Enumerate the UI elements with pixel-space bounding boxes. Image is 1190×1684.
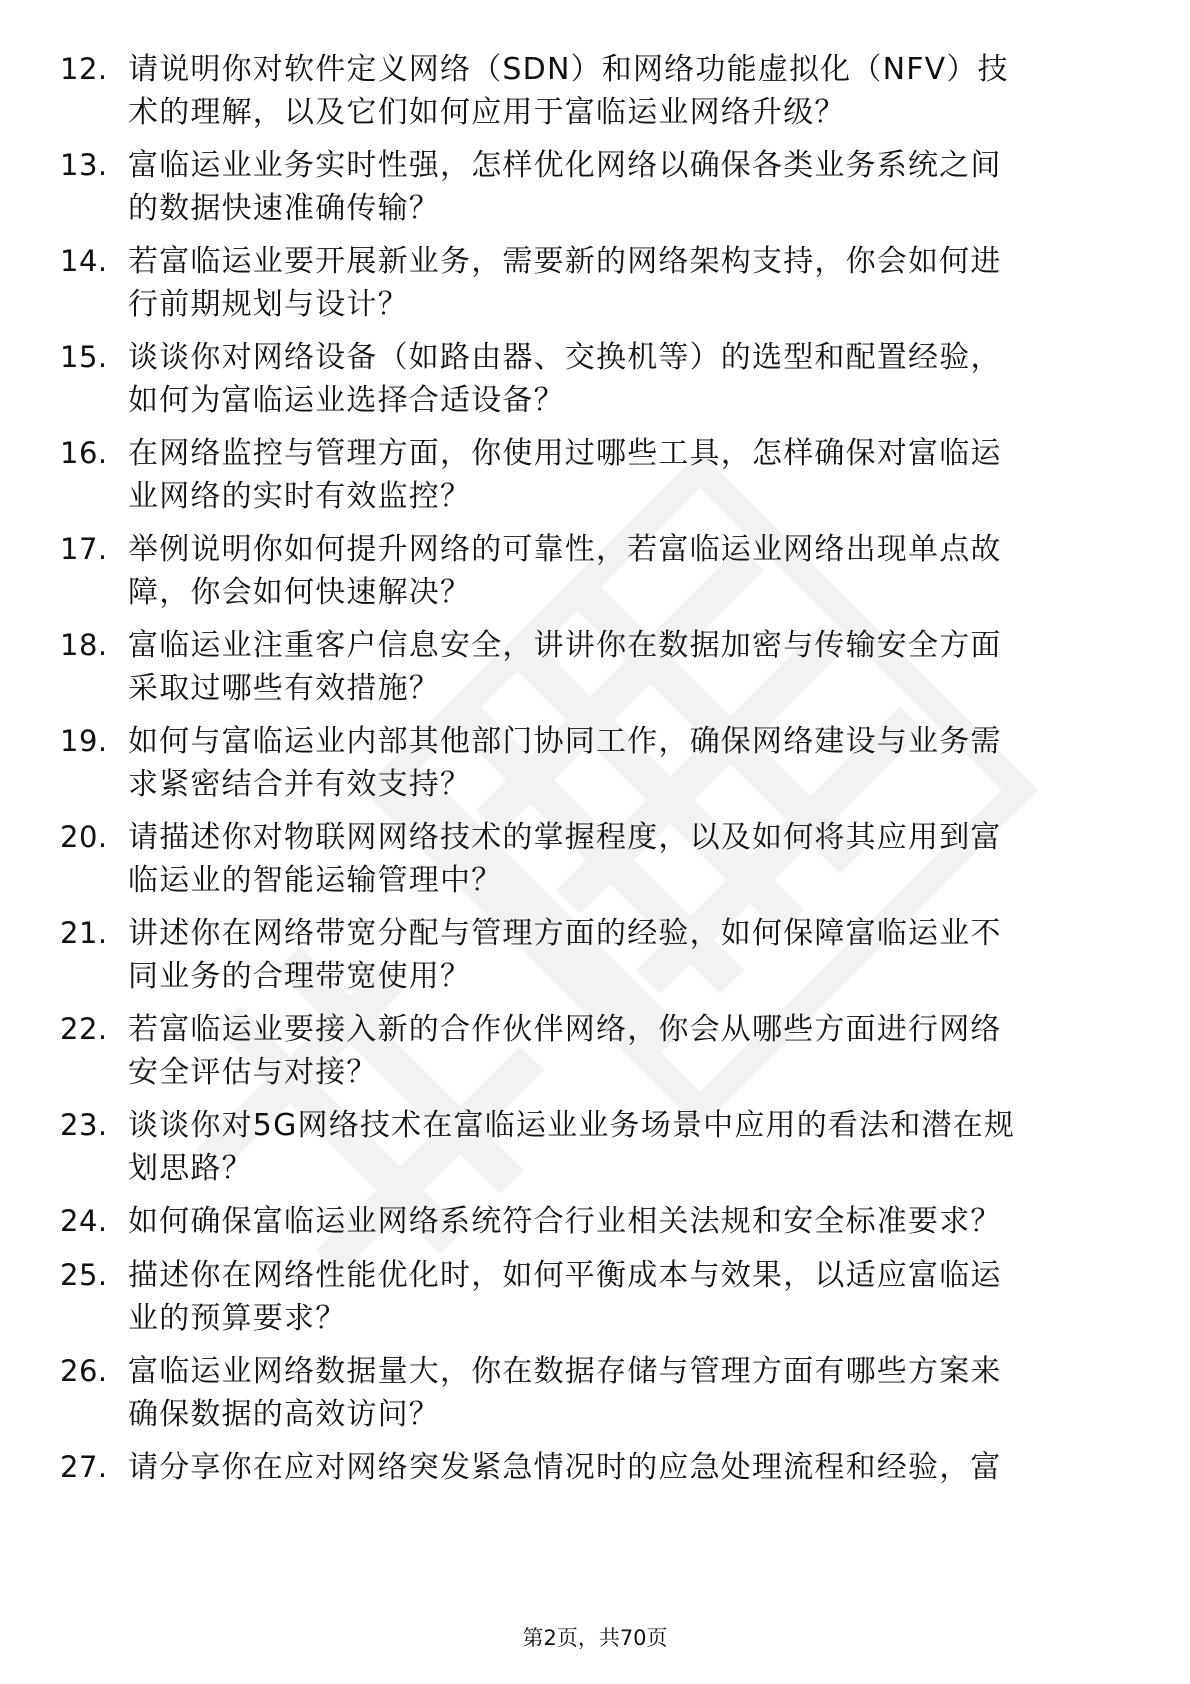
question-text-line: 举例说明你如何提升网络的可靠性，若富临运业网络出现单点故: [128, 532, 1002, 567]
question-text: [128, 240, 1138, 326]
question-text: [128, 912, 1138, 998]
question-number: 22.: [60, 1012, 108, 1046]
question-number: 13.: [60, 148, 108, 182]
question-text-line: 描述你在网络性能优化时，如何平衡成本与效果，以适应富临运: [128, 1258, 1002, 1293]
question-text: [128, 48, 1138, 134]
question-number: 24.: [60, 1204, 108, 1238]
question-number: 15.: [60, 340, 108, 374]
question-text-line: 请描述你对物联网网络技术的掌握程度，以及如何将其应用到富: [128, 820, 1002, 855]
question-text-line: 请分享你在应对网络突发紧急情况时的应急处理流程和经验，富: [128, 1450, 1002, 1485]
question-text-line: 业的预算要求？: [128, 1301, 347, 1336]
question-number: 18.: [60, 628, 108, 662]
question-text-line: 如何与富临运业内部其他部门协同工作，确保网络建设与业务需: [128, 724, 1002, 759]
question-text-line: 术的理解，以及它们如何应用于富临运业网络升级？: [128, 95, 846, 130]
question-text-line: 富临运业业务实时性强，怎样优化网络以确保各类业务系统之间: [128, 148, 1002, 183]
question-text-line: 若富临运业要开展新业务，需要新的网络架构支持，你会如何进: [128, 244, 1002, 279]
question-number: 23.: [60, 1108, 108, 1142]
question-text: [128, 816, 1138, 902]
question-text-line: 讲述你在网络带宽分配与管理方面的经验，如何保障富临运业不: [128, 916, 1002, 951]
question-text-line: 确保数据的高效访问？: [128, 1397, 440, 1432]
question-text: [128, 1254, 1138, 1340]
question-text: [128, 432, 1138, 518]
question-number: 12.: [60, 52, 108, 86]
question-text-line: 在网络监控与管理方面，你使用过哪些工具，怎样确保对富临运: [128, 436, 1002, 471]
question-number: 17.: [60, 532, 108, 566]
question-text-line: 谈谈你对网络设备（如路由器、交换机等）的选型和配置经验，: [128, 340, 1002, 375]
question-number: 25.: [60, 1258, 108, 1292]
question-text-line: 请说明你对软件定义网络（SDN）和网络功能虚拟化（NFV）技: [128, 52, 1009, 87]
question-text-line: 安全评估与对接？: [128, 1055, 378, 1090]
question-number: 19.: [60, 724, 108, 758]
question-text: [128, 1104, 1138, 1190]
question-text: [128, 528, 1138, 614]
question-number: 20.: [60, 820, 108, 854]
question-text-line: 如何确保富临运业网络系统符合行业相关法规和安全标准要求？: [128, 1204, 1002, 1239]
question-number: 21.: [60, 916, 108, 950]
question-number: 26.: [60, 1354, 108, 1388]
question-text-line: 如何为富临运业选择合适设备？: [128, 383, 565, 418]
question-text: [128, 720, 1138, 806]
question-text-line: 采取过哪些有效措施？: [128, 671, 440, 706]
question-text-line: 求紧密结合并有效支持？: [128, 767, 472, 802]
question-text: [128, 1446, 1138, 1489]
question-text: [128, 144, 1138, 230]
question-text-line: 业网络的实时有效监控？: [128, 479, 472, 514]
question-text: [128, 1008, 1138, 1094]
question-text: [128, 1200, 1138, 1243]
question-text-line: 富临运业网络数据量大，你在数据存储与管理方面有哪些方案来: [128, 1354, 1002, 1389]
page-number: 第2页，共70页: [522, 1626, 668, 1650]
question-text: [128, 1350, 1138, 1436]
question-number: 16.: [60, 436, 108, 470]
question-text: [128, 336, 1138, 422]
question-text: [128, 624, 1138, 710]
question-text-line: 划思路？: [128, 1151, 253, 1186]
question-text-line: 富临运业注重客户信息安全，讲讲你在数据加密与传输安全方面: [128, 628, 1002, 663]
question-text-line: 同业务的合理带宽使用？: [128, 959, 472, 994]
question-number: 14.: [60, 244, 108, 278]
question-number: 27.: [60, 1450, 108, 1484]
question-text-line: 行前期规划与设计？: [128, 287, 409, 322]
question-text-line: 谈谈你对5G网络技术在富临运业业务场景中应用的看法和潜在规: [128, 1108, 1016, 1143]
question-text-line: 若富临运业要接入新的合作伙伴网络，你会从哪些方面进行网络: [128, 1012, 1002, 1047]
question-text-line: 临运业的智能运输管理中？: [128, 863, 503, 898]
question-text-line: 障，你会如何快速解决？: [128, 575, 472, 610]
question-text-line: 的数据快速准确传输？: [128, 191, 440, 226]
